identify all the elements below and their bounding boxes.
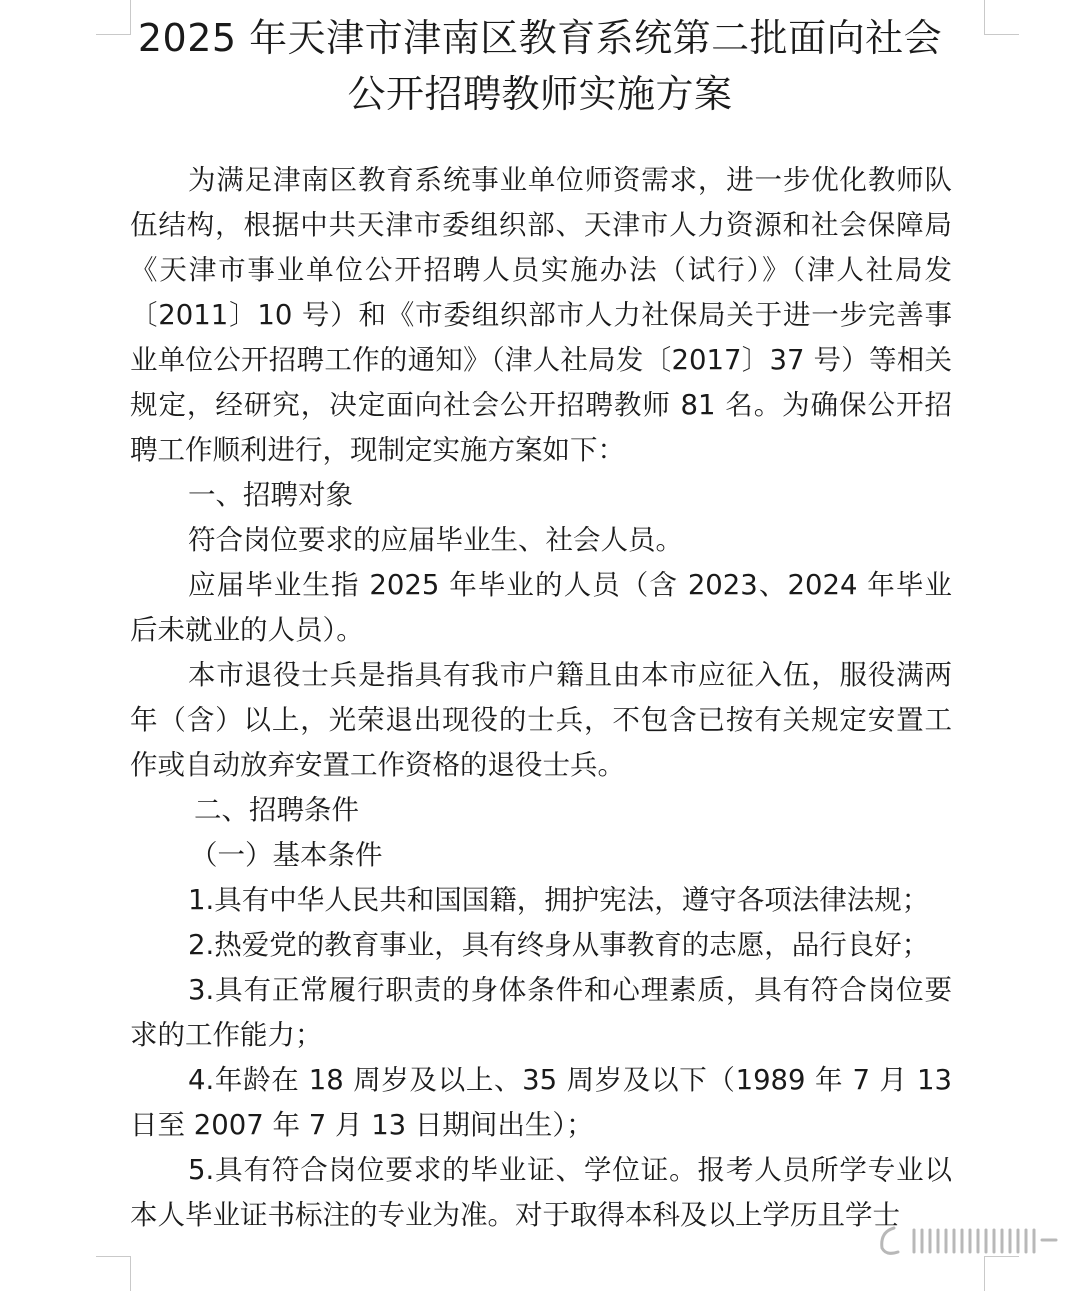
condition-item-2: 2.热爱党的教育事业，具有终身从事教育的志愿，品行良好； xyxy=(188,929,930,961)
section-1-paragraph-1: 符合岗位要求的应届毕业生、社会人员。 xyxy=(188,524,683,556)
document-title xyxy=(110,10,970,122)
crop-mark-bottom-right xyxy=(984,1256,1019,1291)
document-body xyxy=(130,158,952,1238)
section-1-paragraph-3: 本市退役士兵是指具有我市户籍且由本市应征入伍，服役满两年（含）以上，光荣退出现役的士兵，不包含已按有关规定安置工作或自动放弃安置工作资格的退役士兵。 xyxy=(130,659,952,781)
section-1-paragraph-2: 应届毕业生指 2025 年毕业的人员（含 2023、2024 年毕业后未就业的人员）。 xyxy=(130,569,952,646)
section-1-heading: 一、招聘对象 xyxy=(188,479,353,511)
condition-item-4: 4.年龄在 18 周岁及以上、35 周岁及以下（1989 年 7 月 13 日至 2007 年 7 月 13 日期间出生）； xyxy=(130,1064,952,1141)
condition-item-1: 1.具有中华人民共和国国籍，拥护宪法，遵守各项法律法规； xyxy=(188,884,930,916)
condition-item-5: 5.具有符合岗位要求的毕业证、学位证。报考人员所学专业以本人毕业证书标注的专业为准。对于取得本科及以上学历且学士 xyxy=(130,1154,952,1231)
subsection-1-heading: （一）基本条件 xyxy=(190,839,383,871)
title-line-2: 公开招聘教师实施方案 xyxy=(347,72,733,116)
condition-item-3: 3.具有正常履行职责的身体条件和心理素质，具有符合岗位要求的工作能力； xyxy=(130,974,952,1051)
title-line-1: 2025 年天津市津南区教育系统第二批面向社会 xyxy=(137,16,943,60)
crop-mark-bottom-left xyxy=(96,1256,131,1291)
intro-paragraph: 为满足津南区教育系统事业单位师资需求，进一步优化教师队伍结构，根据中共天津市委组织部、天津市人力资源和社会保障局《天津市事业单位公开招聘人员实施办法（试行）》（津人社局发〔2011〕10 号）和《市委组织部市人力社保局关于进一步完善事业单位公开招聘工作的通知》（津人社局发〔2017〕37 号）等相关规定，经研究，决定面向社会公开招聘教师 81 名。为确保公开招聘工作顺利进行，现制定实施方案如下： xyxy=(130,164,952,466)
section-2-heading: 二、招聘条件 xyxy=(194,794,359,826)
crop-mark-top-right xyxy=(984,0,1019,35)
watermark-logo xyxy=(872,1222,1062,1260)
